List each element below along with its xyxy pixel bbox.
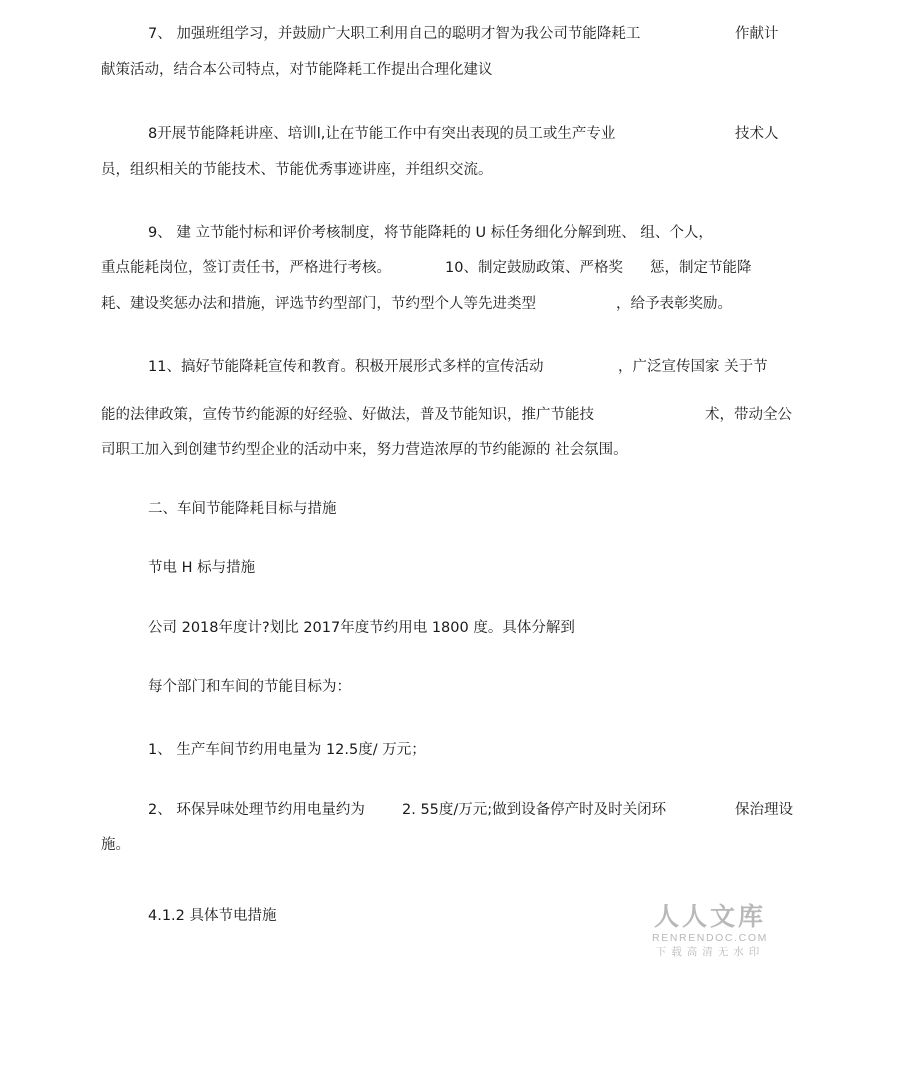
paragraph-8-line-1-tail [735,124,779,144]
paragraph-10-start-tail [650,258,752,278]
text-segment: 惩，制定节能降 [650,260,752,276]
annual-target-line [148,618,575,638]
heading-text: 节电 H 标与措施 [148,560,256,576]
paragraph-11-line-2 [101,405,594,425]
paragraph-11-line-1 [148,357,543,377]
target-item-1 [148,740,426,760]
text-segment: 献策活动，结合本公司特点，对节能降耗工作提出合理化建议 [101,62,493,78]
text-segment: 每个部门和车间的节能目标为： [148,679,351,695]
paragraph-10-start [445,258,623,278]
text-segment: 技术人 [735,126,779,142]
heading-text: 4.1.2 具体节电措施 [148,908,277,924]
watermark [648,902,772,959]
target-item-2-line-2 [101,835,130,855]
text-segment: 1、 生产车间节约用电量为 12.5度/ 万元； [148,742,426,758]
text-segment: 施。 [101,837,130,853]
target-item-2-middle [402,800,666,820]
text-segment: 耗、建设奖惩办法和措施，评选节约型部门，节约型个人等先进类型 [101,296,536,312]
text-segment: 8开展节能降耗讲座、培训l,让在节能工作中有突出表现的员工或生产专业 [148,126,616,142]
paragraph-10-line-2-tail [616,294,732,314]
heading-text: 二、车间节能降耗目标与措施 [148,501,337,517]
paragraph-9-line-2 [101,258,391,278]
text-segment: 10、制定鼓励政策、严格奖 [445,260,623,276]
text-segment: 9、 建 立节能忖标和评价考核制度，将节能降耗的 U 标任务细化分解到班、 组、个人， [148,225,713,241]
subheading-power-saving [148,558,255,578]
target-item-2-tail [735,800,793,820]
text-segment: 保治理设 [735,802,793,818]
subsection-heading [148,906,277,926]
text-segment: ，广泛宣传国家 关于节 [618,359,768,375]
paragraph-11-line-1-tail [618,357,768,377]
text-segment: 术，带动全公 [705,407,792,423]
paragraph-11-line-2-tail [705,405,792,425]
text-segment: 公司 2018年度计?划比 2017年度节约用电 1800 度。具体分解到 [148,620,575,636]
text-segment: 作献计 [735,26,779,42]
text-segment: 重点能耗岗位，签订责任书，严格进行考核。 [101,260,391,276]
text-segment: 2. 55度/万元;做到设备停产时及时关闭环 [402,802,667,818]
section-heading [148,499,337,519]
department-target-line [148,677,351,697]
text-segment: 11、搞好节能降耗宣传和教育。积极开展形式多样的宣传活动 [148,359,544,375]
target-item-2 [148,800,365,820]
paragraph-9-line-1 [148,223,713,243]
paragraph-11-line-3 [101,440,628,460]
paragraph-8-line-1 [148,124,615,144]
watermark-logo: 人人文库 [653,902,766,931]
text-segment: 能的法律政策，宣传节约能源的好经验、好做法，普及节能知识，推广节能技 [101,407,594,423]
watermark-tagline: 下载高清无水印 [655,946,765,958]
paragraph-7-line-1 [148,24,640,44]
text-segment: 7、 加强班组学习，并鼓励广大职工利用自己的聪明才智为我公司节能降耗工 [148,26,641,42]
watermark-url: RENRENDOC.COM [652,932,768,944]
text-segment: 员，组织相关的节能技术、节能优秀事迹讲座，并组织交流。 [101,162,493,178]
paragraph-10-line-2 [101,294,536,314]
paragraph-7-line-1-tail [735,24,779,44]
text-segment: 2、 环保异味处理节约用电量约为 [148,802,365,818]
paragraph-8-line-2 [101,160,493,180]
text-segment: 司职工加入到创建节约型企业的活动中来，努力营造浓厚的节约能源的 社会氛围。 [101,442,628,458]
paragraph-7-line-2 [101,60,493,80]
text-segment: ，给予表彰奖励。 [616,296,732,312]
